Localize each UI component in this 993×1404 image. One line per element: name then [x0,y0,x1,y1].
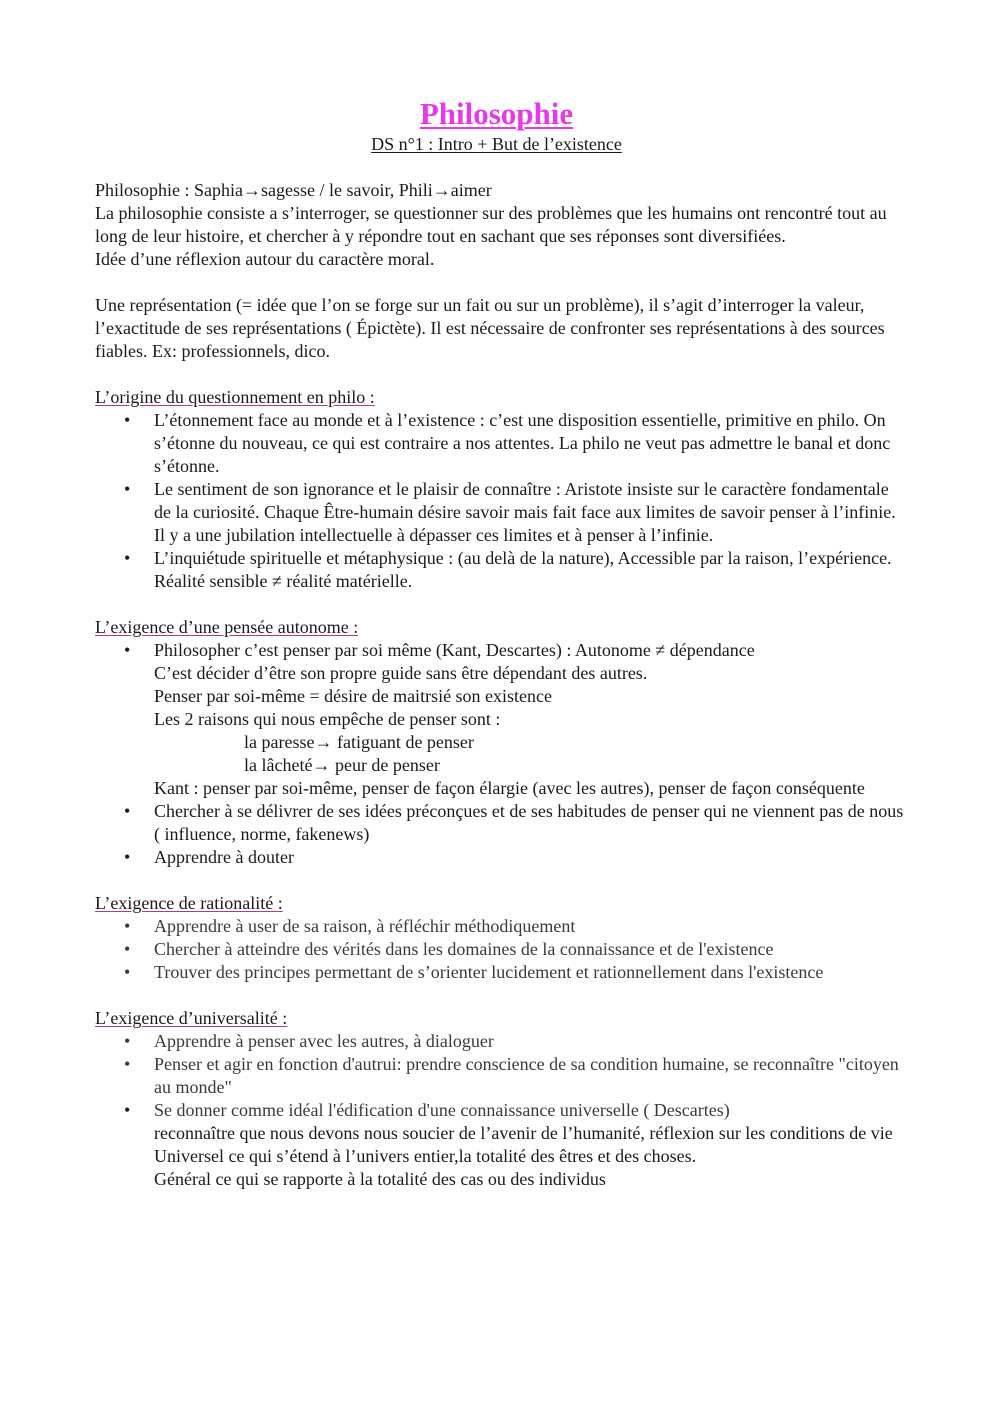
list-item-line: Les 2 raisons qui nous empêche de penser sont : [154,709,501,729]
list-item: • Penser et agir en fonction d'autrui: prendre conscience de sa condition humaine, se reconnaître "citoyen au monde" [95,1053,905,1099]
list-item: • Chercher à se délivrer de ses idées préconçues et de ses habitudes de penser qui ne viennent pas de nous ( influence, norme, fakenews) [95,800,905,846]
list-item-line: • Philosopher c’est penser par soi même (Kant, Descartes) : Autonome ≠ dépendance [154,640,755,660]
universalite-list [95,1030,905,1191]
reason-line: la lâcheté→ peur de penser [244,755,440,775]
reason-line: la paresse→ fatiguant de penser [244,732,474,752]
section-heading-universalite: L’exigence d’universalité : [95,1008,288,1028]
autonomie-list [95,639,905,869]
list-item: • Trouver des principes permettant de s’orienter lucidement et rationnellement dans l'existence [95,961,905,984]
list-item-line: Penser par soi-même = désire de maitrsié son existence [154,686,553,706]
list-item: • Chercher à atteindre des vérités dans les domaines de la connaissance et de l'existence [95,938,905,961]
list-item-line: Universel ce qui s’étend à l’univers entier,la totalité des êtres et des choses. [154,1146,697,1166]
origine-list [95,409,905,593]
list-item-line: Général ce qui se rapporte à la totalité des cas ou des individus [154,1169,606,1189]
list-item: • Apprendre à user de sa raison, à réfléchir méthodiquement [95,915,905,938]
section-heading-autonomie: L’exigence d’une pensée autonome : [95,617,359,637]
page-subtitle: DS n°1 : Intro + But de l’existence [371,134,622,154]
list-item-line: C’est décider d’être son propre guide sans être dépendant des autres. [154,663,648,683]
document-body [95,179,905,1191]
list-item: • L’inquiétude spirituelle et métaphysique : (au delà de la nature), Accessible par la raison, l’expérience. Réalité sensible ≠ réalité matérielle. [95,547,905,593]
list-item: • Le sentiment de son ignorance et le plaisir de connaître : Aristote insiste sur le caractère fondamentale de la curiosité. Chaque Être-humain désire savoir mais fait face aux limites de savoir penser à l’infinie. Il y a une jubilation intellectuelle à dépasser ces limites et à penser à l’infinie. [95,478,905,547]
intro-line: La philosophie consiste a s’interroger, se questionner sur des problèmes que les humains ont rencontré tout au long de leur histoire, et chercher à y répondre tout en sachant que ses réponses sont diversifiées. [95,203,887,246]
section-heading-rationalite: L’exigence de rationalité : [95,893,283,913]
list-item [95,1099,905,1191]
intro-line: Philosophie : Saphia→sagesse / le savoir, Phili→aimer [95,180,492,200]
list-item: • L’étonnement face au monde et à l’existence : c’est une disposition essentielle, primitive en philo. On s’étonne du nouveau, ce qui est contraire a nos attentes. La philo ne veut pas admettre le banal et donc s’étonne. [95,409,905,478]
representation-paragraph: Une représentation (= idée que l’on se forge sur un fait ou sur un problème), il s’agit d’interroger la valeur, l’exactitude de ses représentations ( Épictète). Il est nécessaire de confronter ses représentations à des sources fiables. Ex: professionnels, dico. [95,295,885,361]
rationalite-list [95,915,905,984]
list-item-line: reconnaître que nous devons nous soucier de l’avenir de l’humanité, réflexion sur les conditions de vie [154,1123,893,1143]
list-item [95,639,905,800]
list-item: • Apprendre à douter [95,846,905,869]
list-item: • Apprendre à penser avec les autres, à dialoguer [95,1030,905,1053]
intro-line: Idée d’une réflexion autour du caractère moral. [95,249,435,269]
list-item-line: Kant : penser par soi-même, penser de façon élargie (avec les autres), penser de façon conséquente [154,778,865,798]
list-item-line: • Se donner comme idéal l'édification d'une connaissance universelle ( Descartes) [154,1100,730,1120]
page-title: Philosophie [419,96,574,131]
section-heading-origine: L’origine du questionnement en philo : [95,387,375,407]
